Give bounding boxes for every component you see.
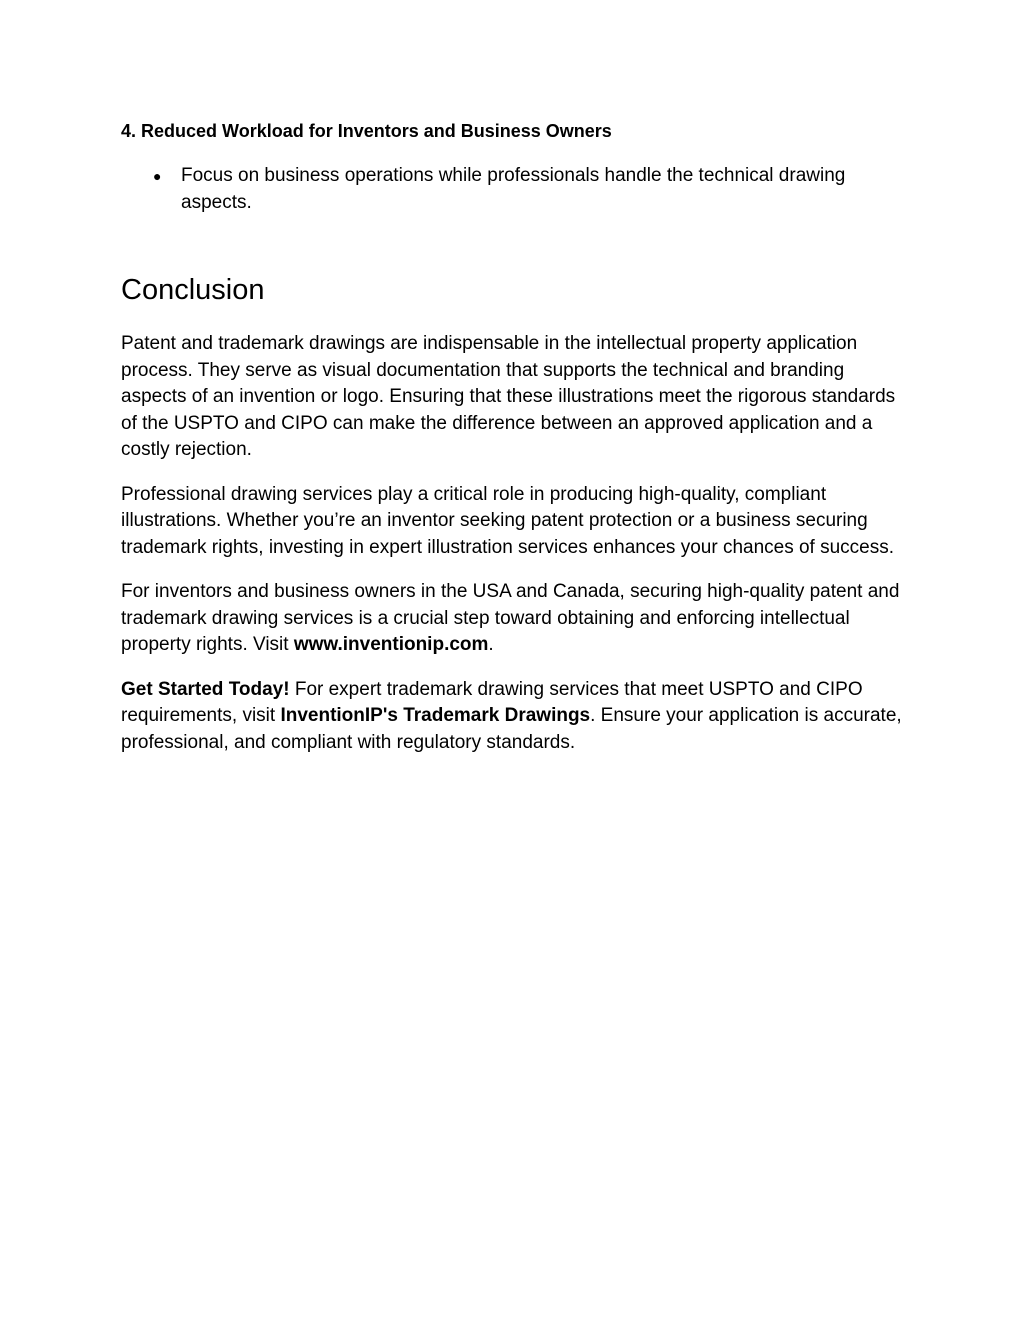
paragraph-1: Patent and trademark drawings are indispensable in the intellectual property application process. They serve as visual documentation that supports the technical and branding aspects of an invention or logo. Ensuring that these illustrations meet the rigorous standards of the USPTO and CIPO can make the difference between an approved application and a costly rejection. [121, 333, 896, 460]
bullet-list [121, 163, 906, 216]
section-title: Conclusion [121, 274, 265, 306]
document-page [121, 118, 906, 756]
paragraph-3 [121, 579, 906, 659]
bullet-marker: ● [153, 168, 162, 184]
bullet-text: Focus on business operations while professionals handle the technical drawing aspects. [181, 165, 846, 213]
paragraph-2: Professional drawing services play a critical role in producing high-quality, compliant illustrations. Whether you’re an inventor seeking patent protection or a business securing trademark rights, investing in expert illustration services enhances your chances of success. [121, 483, 895, 558]
paragraph-4 [121, 677, 906, 757]
trademark-drawings-link[interactable]: InventionIP's Trademark Drawings [280, 705, 591, 726]
list-item [121, 163, 906, 216]
paragraph-4-text-2: . Ensure your application is accurate, professional, and compliant with regulatory standards. [121, 705, 902, 753]
paragraph-4-text-1: For expert trademark drawing services that meet USPTO and CIPO requirements, visit [121, 678, 863, 726]
paragraph-3-end: . [488, 634, 494, 655]
paragraph-3-text: For inventors and business owners in the USA and Canada, securing high-quality patent and trademark drawing services is a crucial step toward obtaining and enforcing intellectual property rights. Visit [121, 581, 900, 655]
website-link[interactable]: www.inventionip.com [293, 634, 489, 655]
subheading: 4. Reduced Workload for Inventors and Business Owners [121, 121, 612, 141]
get-started-lead: Get Started Today! [121, 678, 290, 700]
